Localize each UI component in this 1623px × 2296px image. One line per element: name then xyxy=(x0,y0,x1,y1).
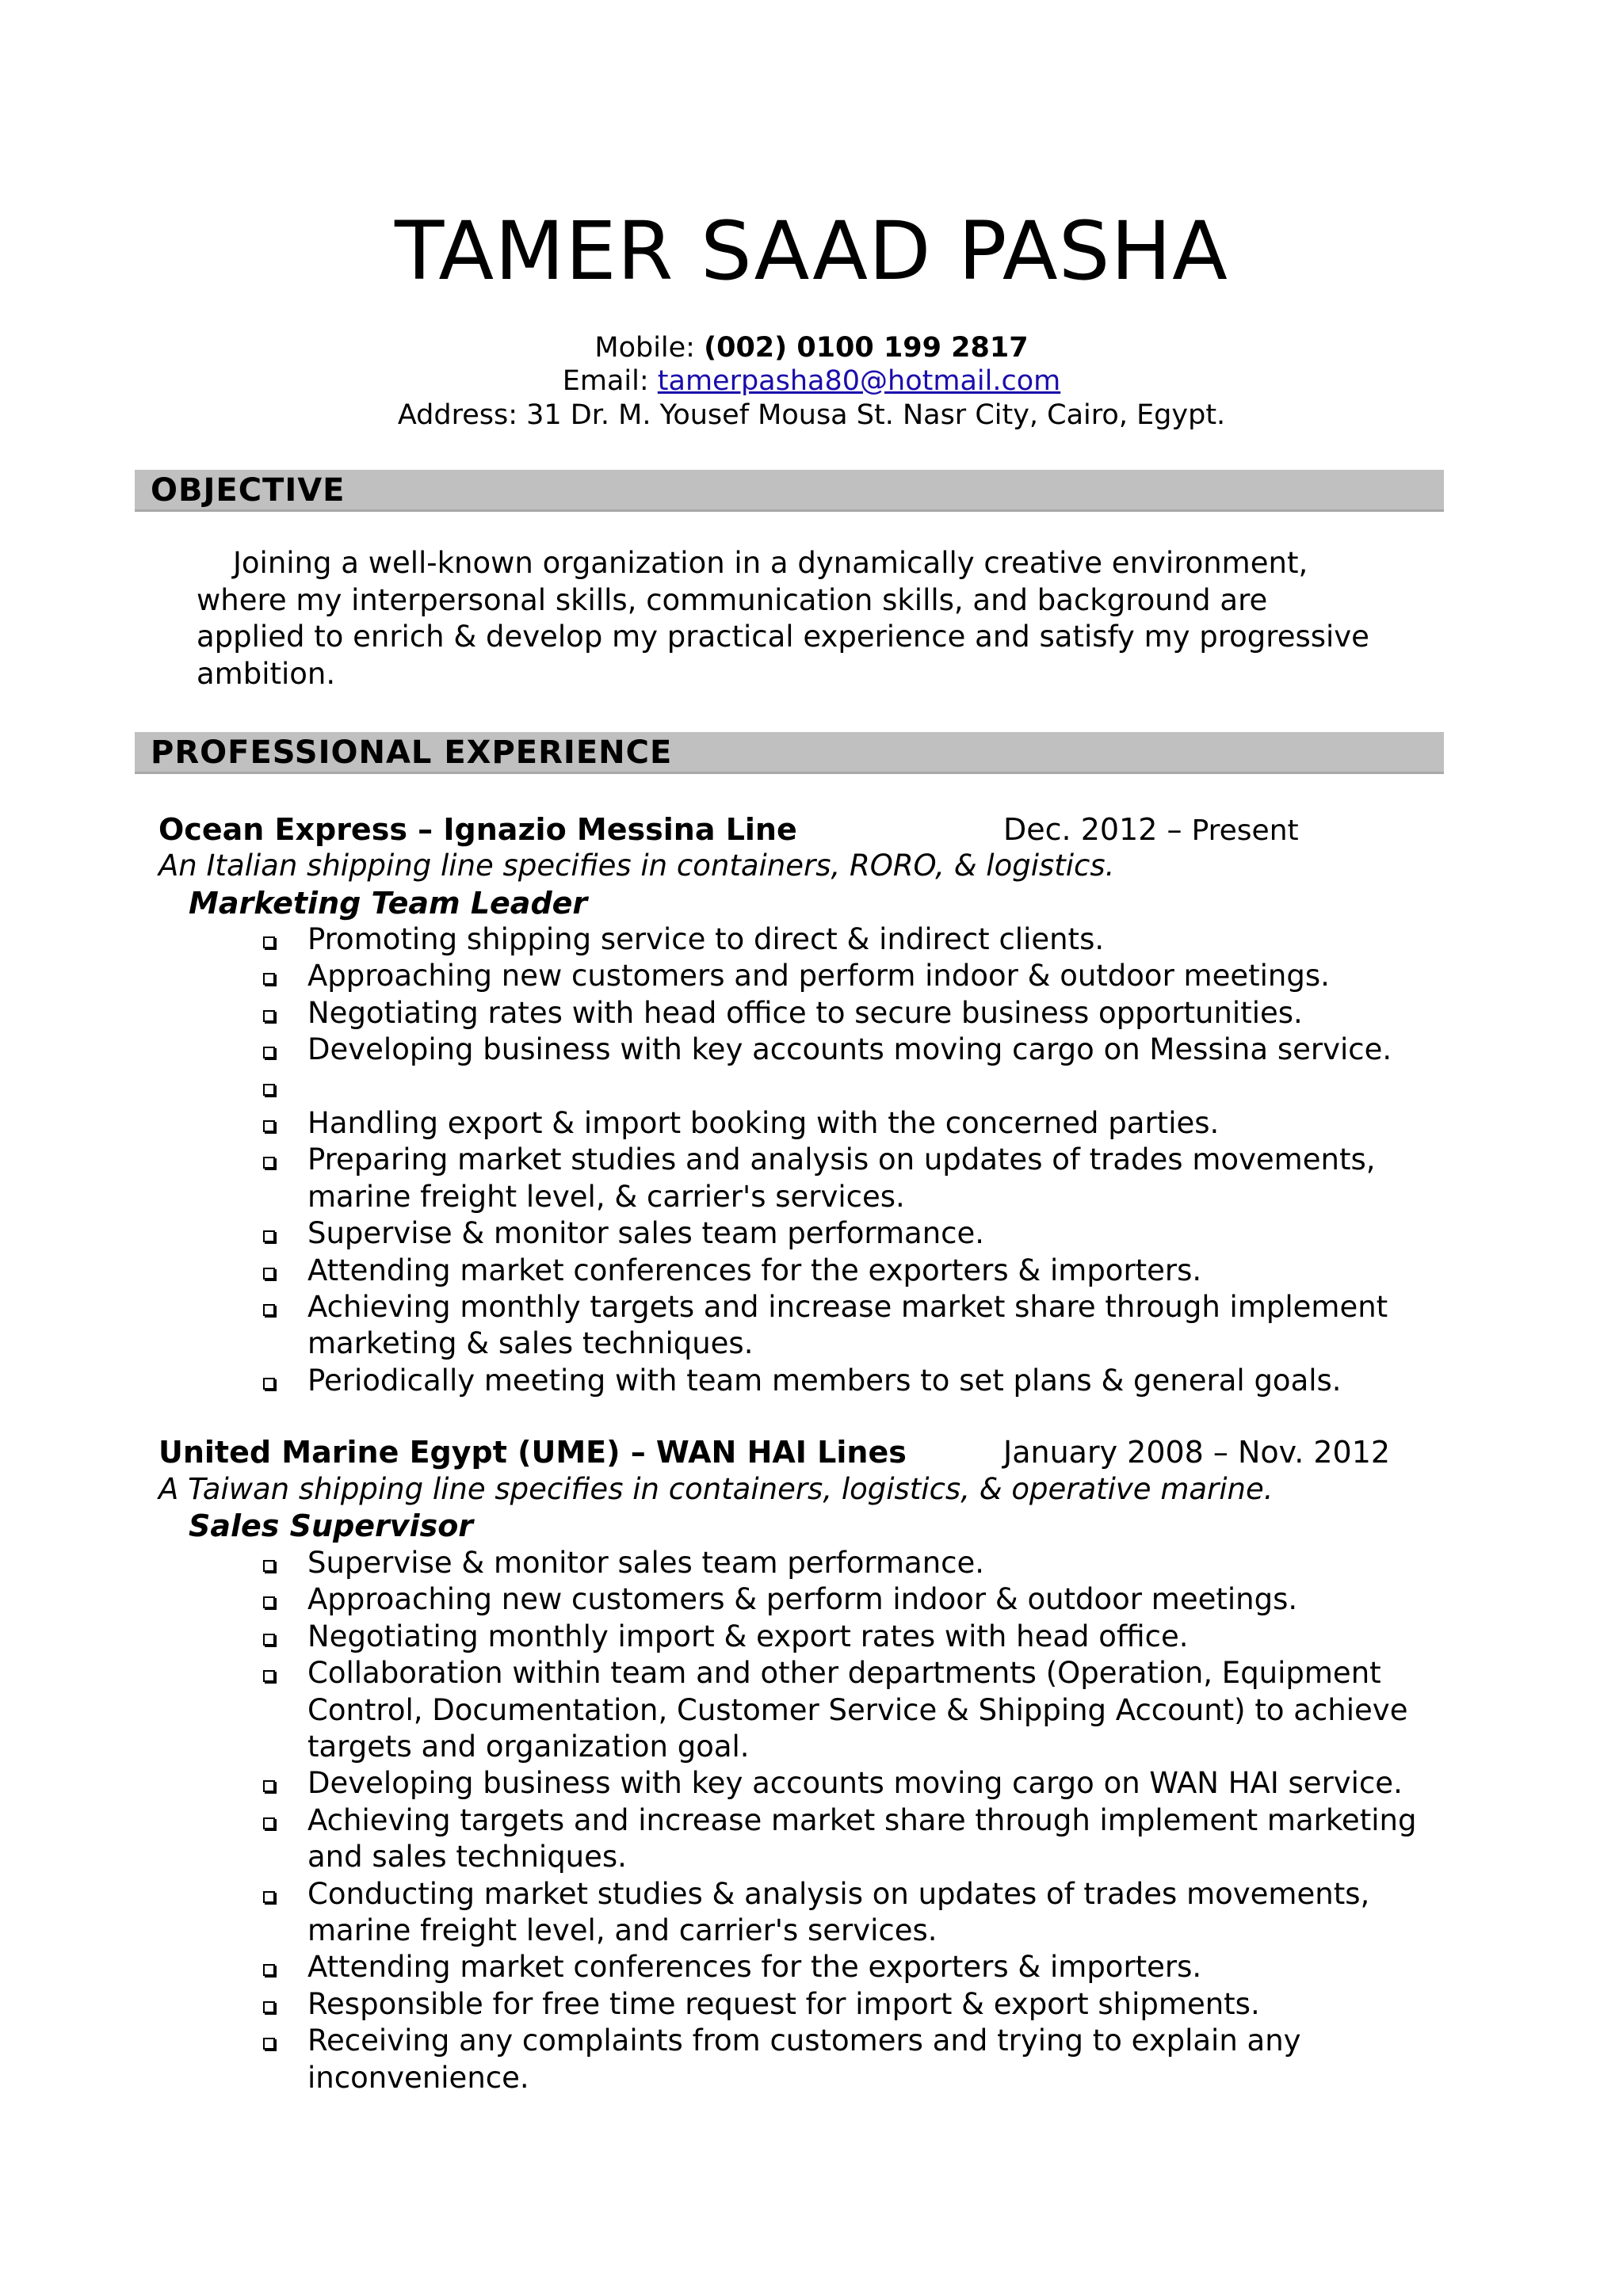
job-responsibilities xyxy=(307,1545,1465,2096)
list-item: Periodically meeting with team members to set plans & general goals. xyxy=(307,1363,1465,1399)
email-link[interactable]: tamerpasha80@hotmail.com xyxy=(657,365,1061,397)
checkbox-bullet-icon xyxy=(263,1964,275,1976)
list-item: Developing business with key accounts moving cargo on Messina service. xyxy=(307,1032,1465,1068)
mobile-label: Mobile: xyxy=(594,332,705,364)
list-item: Achieving monthly targets and increase market share through implement marketing & sales techniques. xyxy=(307,1289,1465,1363)
checkbox-bullet-icon xyxy=(263,1378,275,1390)
objective-line: where my interpersonal skills, communication skills, and background are xyxy=(197,582,1268,617)
mobile-line xyxy=(0,331,1623,364)
company-name: United Marine Egypt (UME) – WAN HAI Lines xyxy=(158,1435,907,1470)
email-label: Email: xyxy=(562,365,658,397)
company-name: Ocean Express – Ignazio Messina Line xyxy=(158,812,797,847)
experience-heading: PROFESSIONAL EXPERIENCE xyxy=(151,734,673,771)
checkbox-bullet-icon xyxy=(263,1634,275,1646)
checkbox-bullet-icon xyxy=(263,936,275,948)
list-item: Supervise & monitor sales team performance. xyxy=(307,1545,1465,1581)
list-item: Negotiating monthly import & export rates with head office. xyxy=(307,1619,1465,1655)
list-item: Developing business with key accounts moving cargo on WAN HAI service. xyxy=(307,1765,1465,1802)
list-item: Promoting shipping service to direct & indirect clients. xyxy=(307,921,1465,958)
checkbox-bullet-icon xyxy=(263,1230,275,1242)
objective-text xyxy=(197,545,1449,692)
checkbox-bullet-icon xyxy=(263,1670,275,1682)
list-item: Approaching new customers & perform indoor & outdoor meetings. xyxy=(307,1581,1465,1618)
job-dates xyxy=(1003,1434,1390,1470)
job-title: Marketing Team Leader xyxy=(189,886,588,921)
mobile-number: (002) 0100 199 2817 xyxy=(704,332,1029,364)
email-line xyxy=(0,364,1623,398)
job-title: Sales Supervisor xyxy=(189,1508,474,1543)
objective-line: ambition. xyxy=(197,656,336,691)
list-item: Attending market conferences for the exporters & importers. xyxy=(307,1253,1465,1289)
checkbox-bullet-icon xyxy=(263,1780,275,1792)
list-item xyxy=(307,1069,1465,1105)
company-description: An Italian shipping line specifies in containers, RORO, & logistics. xyxy=(158,849,1115,883)
objective-section-header xyxy=(135,470,1444,512)
list-item: Achieving targets and increase market share through implement marketing and sales techniques. xyxy=(307,1802,1465,1876)
checkbox-bullet-icon xyxy=(263,1268,275,1280)
list-item: Collaboration within team and other departments (Operation, Equipment Control, Documentation, Customer Service & Shipping Account) to achieve targets and organization goal. xyxy=(307,1655,1465,1765)
checkbox-bullet-icon xyxy=(263,1047,275,1058)
list-item: Handling export & import booking with the concerned parties. xyxy=(307,1105,1465,1142)
list-item: Attending market conferences for the exporters & importers. xyxy=(307,1949,1465,1985)
checkbox-bullet-icon xyxy=(263,1596,275,1608)
address-line: Address: 31 Dr. M. Yousef Mousa St. Nasr City, Cairo, Egypt. xyxy=(397,399,1226,431)
job-dates xyxy=(1003,811,1299,849)
candidate-name: TAMER SAAD PASHA xyxy=(395,204,1228,299)
checkbox-bullet-icon xyxy=(263,1157,275,1169)
list-item: Approaching new customers and perform indoor & outdoor meetings. xyxy=(307,958,1465,994)
job-responsibilities xyxy=(307,921,1465,1399)
job-company xyxy=(158,1434,907,1470)
list-item: Receiving any complaints from customers and trying to explain any inconvenience. xyxy=(307,2023,1465,2096)
company-description: A Taiwan shipping line specifies in containers, logistics, & operative marine. xyxy=(158,1472,1274,1506)
checkbox-bullet-icon xyxy=(263,1010,275,1022)
list-item: Responsible for free time request for import & export shipments. xyxy=(307,1986,1465,2023)
date-present: Present xyxy=(1191,814,1299,847)
objective-line: Joining a well-known organization in a dynamically creative environment, xyxy=(233,546,1308,580)
objective-heading: OBJECTIVE xyxy=(151,472,346,509)
list-item: Conducting market studies & analysis on updates of trades movements, marine freight level, and carrier's services. xyxy=(307,1876,1465,1950)
checkbox-bullet-icon xyxy=(263,1120,275,1132)
checkbox-bullet-icon xyxy=(263,1817,275,1829)
checkbox-bullet-icon xyxy=(263,2038,275,2050)
objective-line: applied to enrich & develop my practical experience and satisfy my progressive xyxy=(197,620,1369,654)
experience-section-header xyxy=(135,732,1444,774)
date-range: January 2008 – Nov. 2012 xyxy=(1003,1435,1391,1470)
checkbox-bullet-icon xyxy=(263,2001,275,2013)
list-item: Supervise & monitor sales team performance. xyxy=(307,1215,1465,1252)
checkbox-bullet-icon xyxy=(263,1891,275,1903)
checkbox-bullet-icon xyxy=(263,973,275,985)
list-item: Preparing market studies and analysis on updates of trades movements, marine freight level, & carrier's services. xyxy=(307,1142,1465,1215)
list-item: Negotiating rates with head office to secure business opportunities. xyxy=(307,995,1465,1032)
job-company xyxy=(158,811,797,848)
checkbox-bullet-icon xyxy=(263,1560,275,1572)
checkbox-bullet-icon xyxy=(263,1304,275,1316)
date-range: Dec. 2012 – xyxy=(1003,812,1192,847)
checkbox-bullet-icon xyxy=(263,1084,275,1096)
